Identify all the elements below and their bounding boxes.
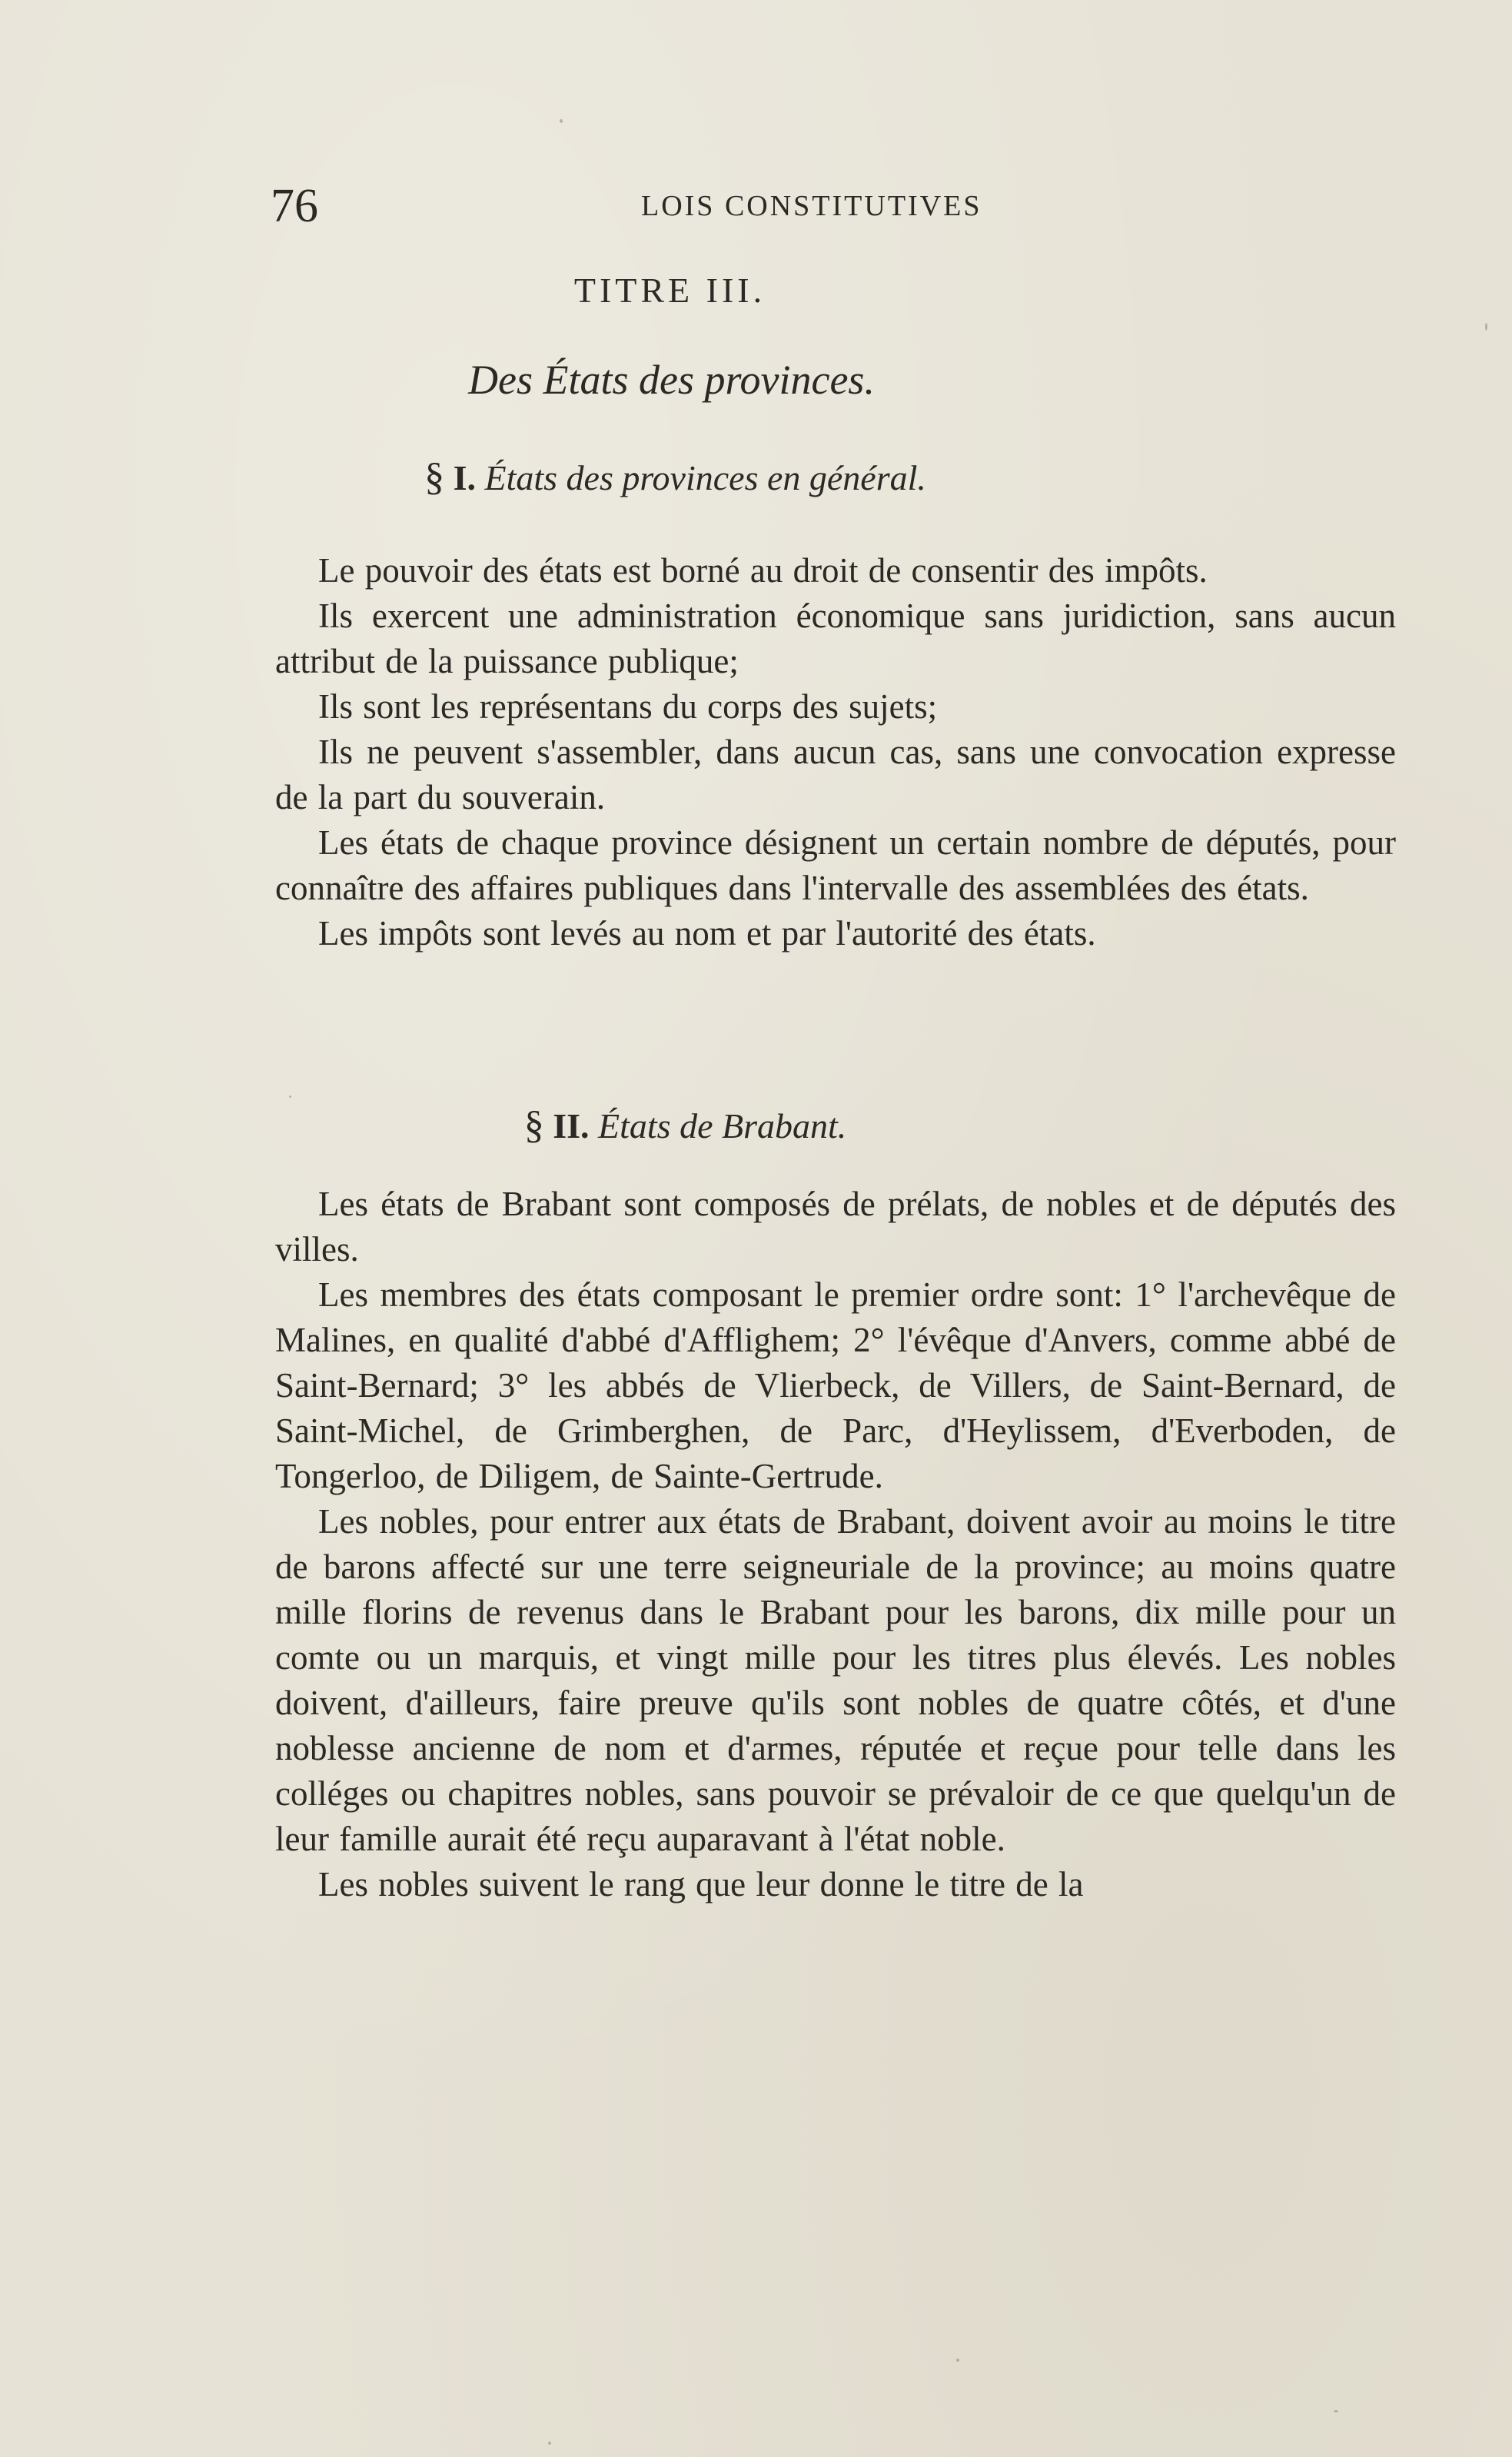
- section-heading-text: États des provinces en général.: [484, 458, 926, 497]
- paragraph: Les états de chaque province désignent un certain nombre de députés, pour connaître des affaires publiques dans l'intervalle des assemblées des états.: [275, 823, 1396, 907]
- paper-speck: [956, 2359, 959, 2362]
- paper-speck: [1485, 323, 1487, 331]
- section-symbol: §: [424, 455, 445, 499]
- section-number: I.: [453, 458, 476, 497]
- section-1-body: [275, 548, 1396, 956]
- section-heading-2: [0, 1104, 1512, 1148]
- page-number: 76: [271, 180, 318, 232]
- paragraph: Ils exercent une administration économique sans juridiction, sans aucun attribut de la puissance publique;: [275, 597, 1396, 680]
- paragraph: Le pouvoir des états est borné au droit de consentir des impôts.: [318, 551, 1208, 590]
- paragraph: Les membres des états composant le premier ordre sont: 1° l'archevêque de Malines, en qualité d'abbé d'Afflighem; 2° l'évêque d'Anvers, comme abbé de Saint-Bernard; 3° les abbés de Vlierbeck, de Villers, de Saint-Bernard, de Saint-Michel, de Grimberghen, de Parc, d'Heylissem, d'Everboden, de Tongerloo, de Diligem, de Sainte-Gertrude.: [275, 1275, 1396, 1495]
- page-header: [271, 180, 1439, 232]
- chapter-subtitle: [0, 355, 1512, 404]
- running-head: LOIS CONSTITUTIVES: [641, 190, 982, 222]
- section-heading-text: États de Brabant.: [598, 1106, 847, 1145]
- chapter-title: [0, 269, 1512, 312]
- paper-speck: [1334, 2410, 1338, 2412]
- paragraph: Les nobles suivent le rang que leur donne le titre de la: [318, 1865, 1084, 1903]
- paragraph: Les états de Brabant sont composés de prélats, de nobles et de députés des villes.: [275, 1185, 1396, 1268]
- chapter-subtitle-text: Des États des provinces.: [468, 357, 875, 403]
- paragraph: Ils ne peuvent s'assembler, dans aucun cas, sans une convocation expresse de la part du souverain.: [275, 733, 1396, 816]
- paper-speck: [548, 2442, 551, 2445]
- chapter-title-text: TITRE III.: [573, 271, 766, 310]
- paragraph: Ils sont les représentans du corps des sujets;: [318, 687, 938, 726]
- paragraph: Les impôts sont levés au nom et par l'autorité des états.: [318, 914, 1096, 953]
- paragraph: Les nobles, pour entrer aux états de Brabant, doivent avoir au moins le titre de barons affecté sur une terre seigneuriale de la province; au moins quatre mille florins de revenus dans le Brabant pour les barons, dix mille pour un comte ou un marquis, et vingt mille pour les titres plus élevés. Les nobles doivent, d'ailleurs, faire preuve qu'ils sont nobles de quatre côtés, et d'une noblesse ancienne de nom et d'armes, réputée et reçue pour telle dans les colléges ou chapitres nobles, sans pouvoir se prévaloir de ce que quelqu'un de leur famille aurait été reçu auparavant à l'état noble.: [275, 1502, 1396, 1858]
- section-heading-1: [0, 456, 1512, 500]
- paper-speck: [560, 119, 563, 123]
- section-number: II.: [553, 1106, 590, 1145]
- paper-speck: [289, 1096, 291, 1098]
- section-symbol: §: [523, 1103, 544, 1147]
- section-2-body: [275, 1182, 1396, 1907]
